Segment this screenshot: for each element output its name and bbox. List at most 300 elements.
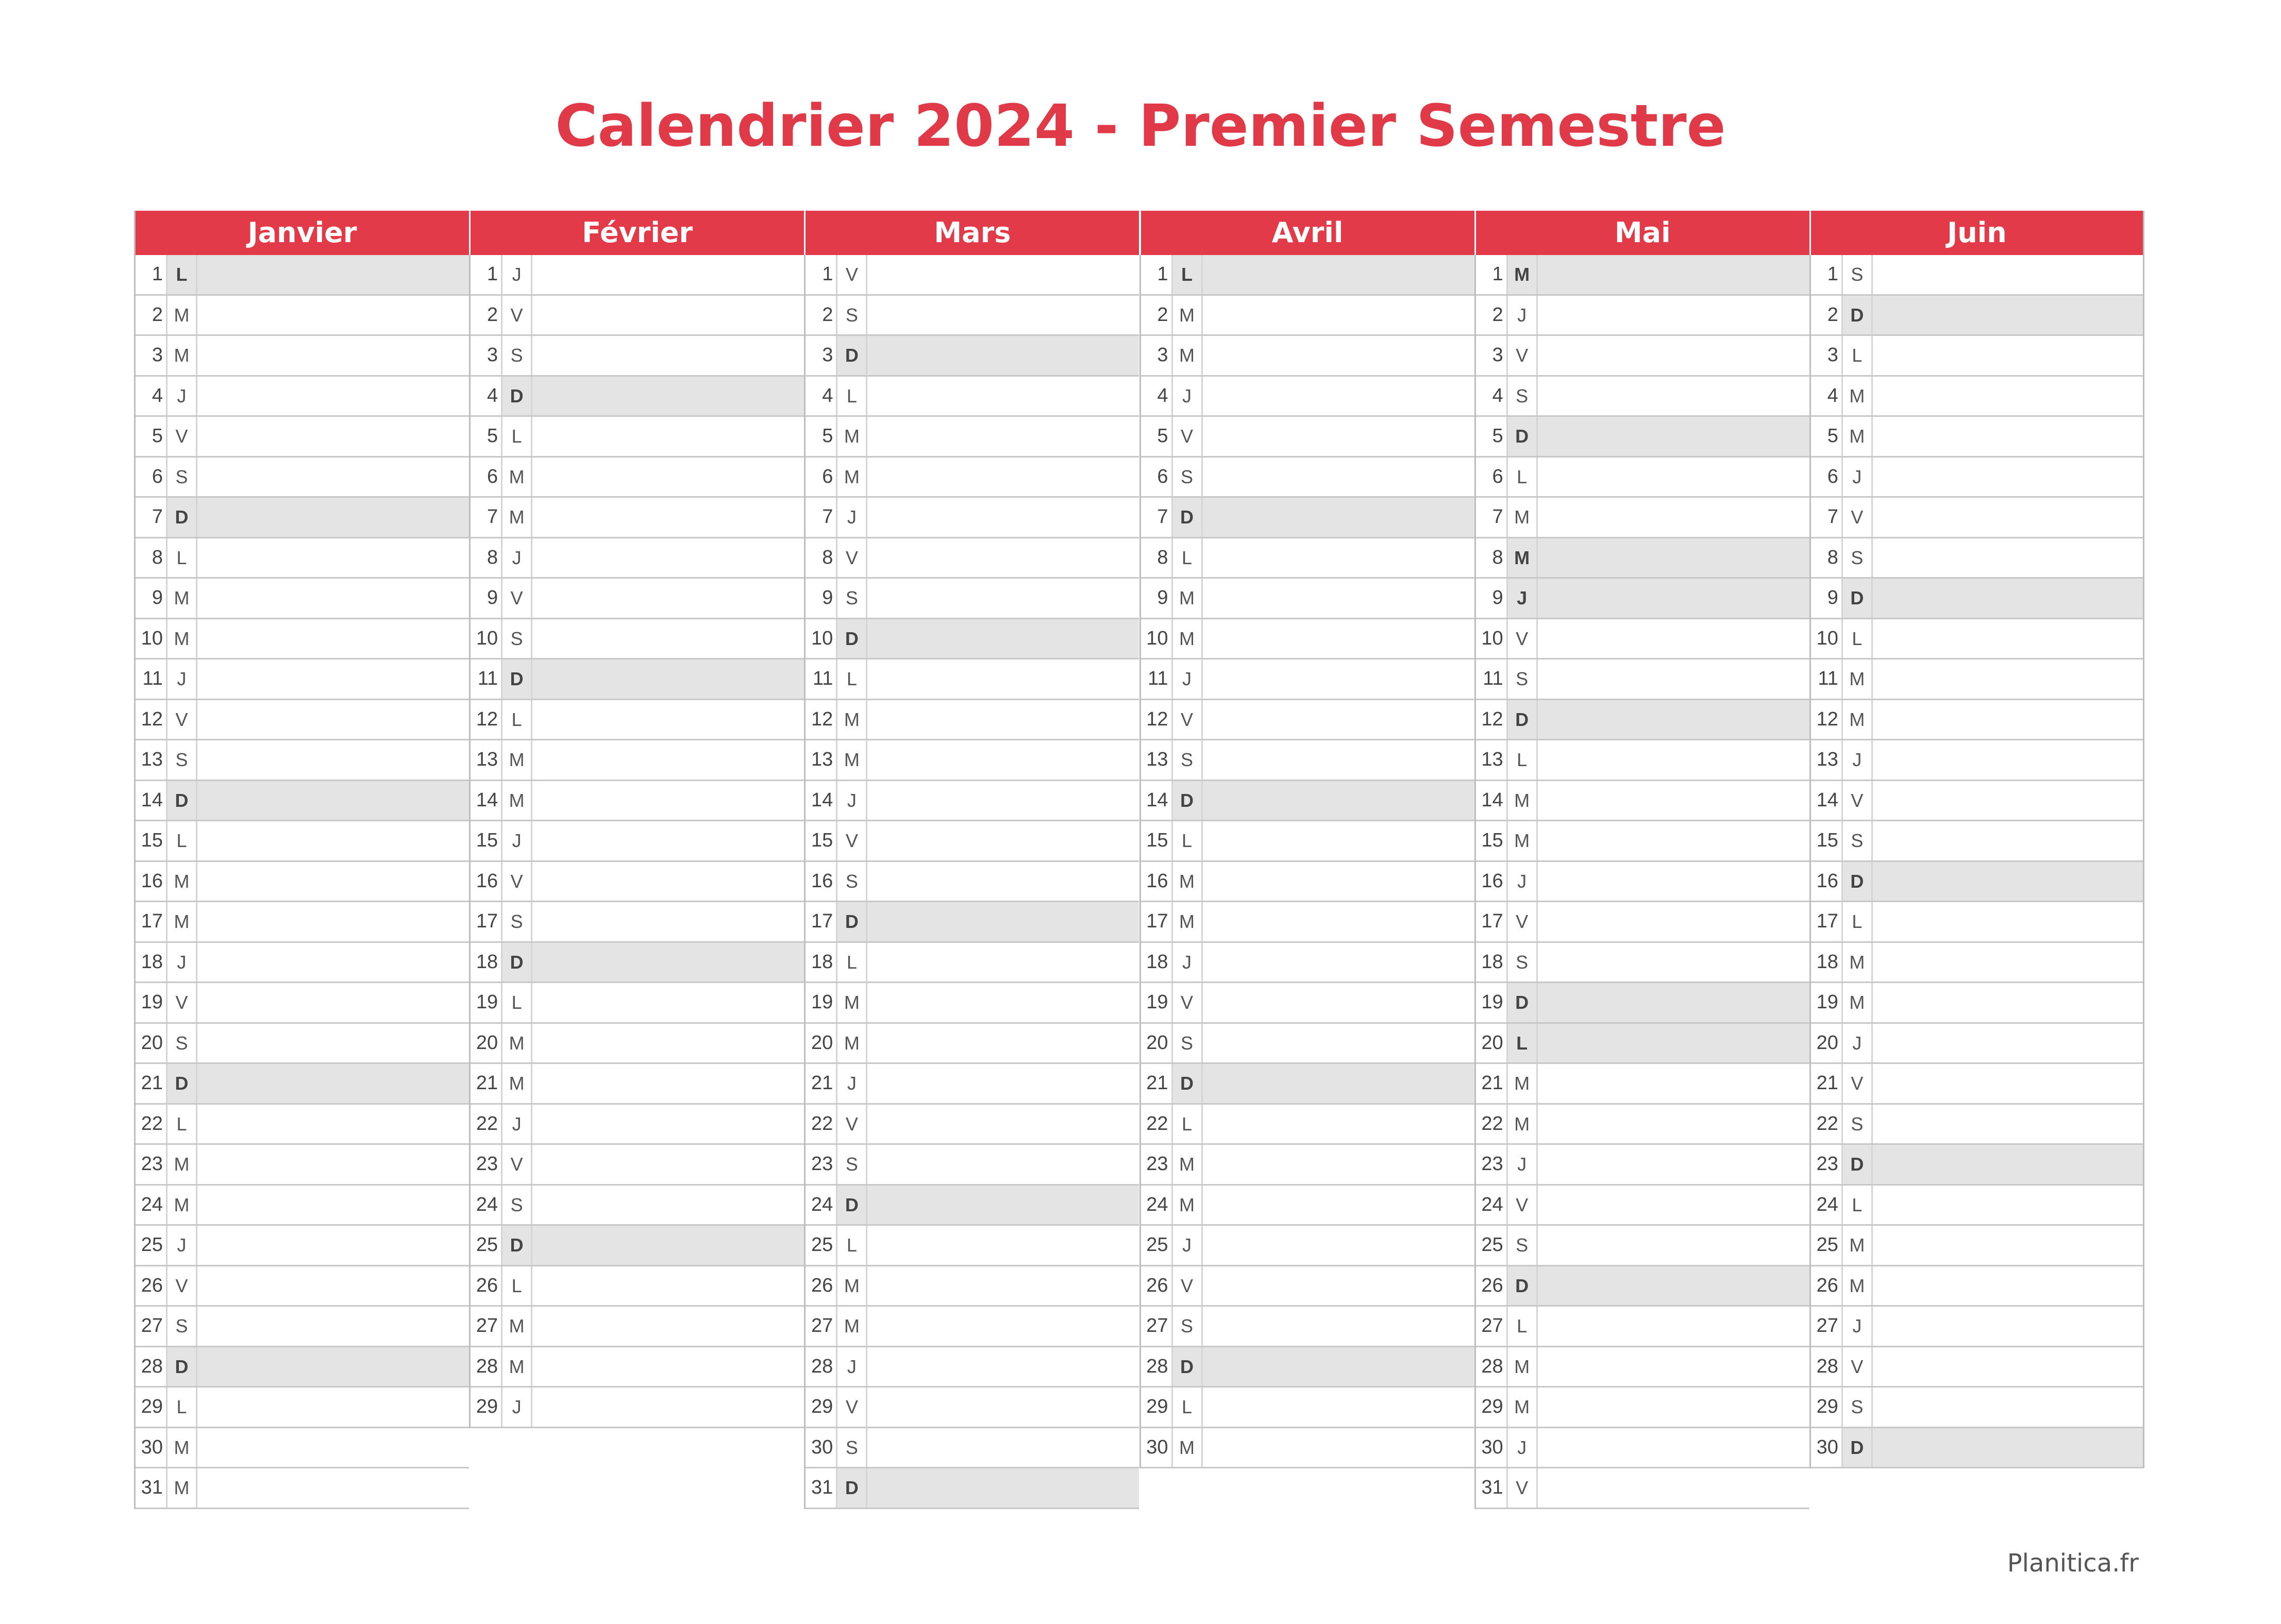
day-row[interactable] xyxy=(806,336,1139,377)
note-cell[interactable] xyxy=(1538,1105,1809,1144)
day-row[interactable] xyxy=(806,1307,1139,1347)
note-cell[interactable] xyxy=(1873,1388,2143,1427)
note-cell[interactable] xyxy=(867,1105,1139,1144)
day-row[interactable] xyxy=(471,983,804,1024)
note-cell[interactable] xyxy=(867,862,1139,901)
day-row[interactable] xyxy=(1476,1024,1809,1064)
note-cell[interactable] xyxy=(1538,821,1809,860)
day-row[interactable] xyxy=(806,296,1139,336)
day-row[interactable] xyxy=(1476,1428,1809,1469)
note-cell[interactable] xyxy=(867,740,1139,780)
day-row[interactable] xyxy=(136,1186,469,1226)
note-cell[interactable] xyxy=(197,498,469,537)
note-cell[interactable] xyxy=(532,902,804,941)
day-row[interactable] xyxy=(136,417,469,458)
note-cell[interactable] xyxy=(1873,700,2143,739)
note-cell[interactable] xyxy=(867,377,1139,416)
note-cell[interactable] xyxy=(867,1145,1139,1184)
day-row[interactable] xyxy=(1811,983,2143,1024)
day-row[interactable] xyxy=(1476,619,1809,660)
note-cell[interactable] xyxy=(1203,579,1474,618)
day-row[interactable] xyxy=(1811,943,2143,984)
note-cell[interactable] xyxy=(1203,498,1474,537)
day-row[interactable] xyxy=(806,1105,1139,1145)
day-row[interactable] xyxy=(1811,1347,2143,1388)
note-cell[interactable] xyxy=(1873,255,2143,294)
note-cell[interactable] xyxy=(1203,336,1474,375)
day-row[interactable] xyxy=(471,538,804,579)
day-row[interactable] xyxy=(1811,1145,2143,1186)
note-cell[interactable] xyxy=(1538,579,1809,618)
day-row[interactable] xyxy=(471,781,804,822)
day-row[interactable] xyxy=(806,983,1139,1024)
day-row[interactable] xyxy=(471,579,804,619)
day-row[interactable] xyxy=(1811,700,2143,741)
note-cell[interactable] xyxy=(1203,1064,1474,1103)
note-cell[interactable] xyxy=(197,862,469,901)
day-row[interactable] xyxy=(1141,296,1474,336)
day-row[interactable] xyxy=(136,1145,469,1186)
note-cell[interactable] xyxy=(1873,336,2143,375)
note-cell[interactable] xyxy=(867,821,1139,860)
day-row[interactable] xyxy=(1811,1266,2143,1307)
day-row[interactable] xyxy=(136,458,469,498)
note-cell[interactable] xyxy=(1538,943,1809,982)
note-cell[interactable] xyxy=(1203,1266,1474,1306)
day-row[interactable] xyxy=(136,296,469,336)
day-row[interactable] xyxy=(1811,255,2143,296)
note-cell[interactable] xyxy=(197,902,469,941)
day-row[interactable] xyxy=(1476,781,1809,822)
day-row[interactable] xyxy=(806,1266,1139,1307)
note-cell[interactable] xyxy=(1203,700,1474,739)
day-row[interactable] xyxy=(1141,700,1474,741)
day-row[interactable] xyxy=(136,781,469,822)
note-cell[interactable] xyxy=(197,1186,469,1225)
day-row[interactable] xyxy=(1476,377,1809,417)
day-row[interactable] xyxy=(471,498,804,538)
note-cell[interactable] xyxy=(1873,1064,2143,1103)
note-cell[interactable] xyxy=(197,1347,469,1386)
note-cell[interactable] xyxy=(1873,1105,2143,1144)
note-cell[interactable] xyxy=(1538,740,1809,780)
note-cell[interactable] xyxy=(867,781,1139,820)
day-row[interactable] xyxy=(136,538,469,579)
day-row[interactable] xyxy=(1141,498,1474,538)
day-row[interactable] xyxy=(136,255,469,296)
day-row[interactable] xyxy=(806,538,1139,579)
day-row[interactable] xyxy=(806,1186,1139,1226)
day-row[interactable] xyxy=(1141,862,1474,903)
day-row[interactable] xyxy=(806,902,1139,943)
day-row[interactable] xyxy=(806,1226,1139,1266)
day-row[interactable] xyxy=(1141,336,1474,377)
day-row[interactable] xyxy=(1811,1105,2143,1145)
note-cell[interactable] xyxy=(1873,983,2143,1022)
note-cell[interactable] xyxy=(197,1428,469,1467)
day-row[interactable] xyxy=(1811,498,2143,538)
note-cell[interactable] xyxy=(1538,1064,1809,1103)
note-cell[interactable] xyxy=(1203,1145,1474,1184)
note-cell[interactable] xyxy=(197,458,469,497)
day-row[interactable] xyxy=(806,740,1139,781)
day-row[interactable] xyxy=(1811,659,2143,700)
note-cell[interactable] xyxy=(197,336,469,375)
note-cell[interactable] xyxy=(1873,296,2143,335)
day-row[interactable] xyxy=(471,821,804,862)
day-row[interactable] xyxy=(1476,1468,1809,1509)
note-cell[interactable] xyxy=(197,821,469,860)
day-row[interactable] xyxy=(1476,1064,1809,1105)
day-row[interactable] xyxy=(806,943,1139,984)
note-cell[interactable] xyxy=(197,1468,469,1508)
note-cell[interactable] xyxy=(1538,1347,1809,1386)
note-cell[interactable] xyxy=(867,579,1139,618)
day-row[interactable] xyxy=(1476,821,1809,862)
day-row[interactable] xyxy=(1141,255,1474,296)
note-cell[interactable] xyxy=(1538,619,1809,658)
note-cell[interactable] xyxy=(867,1024,1139,1063)
note-cell[interactable] xyxy=(197,740,469,780)
day-row[interactable] xyxy=(136,862,469,903)
note-cell[interactable] xyxy=(197,255,469,294)
day-row[interactable] xyxy=(136,902,469,943)
note-cell[interactable] xyxy=(867,659,1139,699)
day-row[interactable] xyxy=(471,1024,804,1064)
day-row[interactable] xyxy=(136,619,469,660)
day-row[interactable] xyxy=(806,659,1139,700)
day-row[interactable] xyxy=(1141,943,1474,984)
day-row[interactable] xyxy=(471,659,804,700)
day-row[interactable] xyxy=(471,1105,804,1145)
day-row[interactable] xyxy=(806,862,1139,903)
day-row[interactable] xyxy=(1476,1307,1809,1347)
note-cell[interactable] xyxy=(867,902,1139,941)
note-cell[interactable] xyxy=(867,498,1139,537)
day-row[interactable] xyxy=(136,579,469,619)
note-cell[interactable] xyxy=(1538,255,1809,294)
note-cell[interactable] xyxy=(532,781,804,820)
day-row[interactable] xyxy=(136,1266,469,1307)
day-row[interactable] xyxy=(471,1266,804,1307)
note-cell[interactable] xyxy=(532,659,804,699)
day-row[interactable] xyxy=(806,377,1139,417)
day-row[interactable] xyxy=(806,255,1139,296)
day-row[interactable] xyxy=(136,377,469,417)
day-row[interactable] xyxy=(1811,1428,2143,1469)
day-row[interactable] xyxy=(1811,619,2143,660)
day-row[interactable] xyxy=(1476,458,1809,498)
day-row[interactable] xyxy=(1141,1428,1474,1469)
day-row[interactable] xyxy=(1141,1388,1474,1428)
day-row[interactable] xyxy=(1811,538,2143,579)
day-row[interactable] xyxy=(1476,579,1809,619)
day-row[interactable] xyxy=(136,1347,469,1388)
note-cell[interactable] xyxy=(532,821,804,860)
day-row[interactable] xyxy=(1476,740,1809,781)
note-cell[interactable] xyxy=(532,538,804,578)
note-cell[interactable] xyxy=(197,1388,469,1427)
note-cell[interactable] xyxy=(532,1226,804,1265)
note-cell[interactable] xyxy=(532,1105,804,1144)
note-cell[interactable] xyxy=(532,1388,804,1427)
note-cell[interactable] xyxy=(1538,417,1809,456)
day-row[interactable] xyxy=(806,821,1139,862)
day-row[interactable] xyxy=(136,1307,469,1347)
day-row[interactable] xyxy=(471,458,804,498)
day-row[interactable] xyxy=(471,700,804,741)
day-row[interactable] xyxy=(1141,1024,1474,1064)
day-row[interactable] xyxy=(1141,538,1474,579)
day-row[interactable] xyxy=(1141,1105,1474,1145)
day-row[interactable] xyxy=(1476,296,1809,336)
note-cell[interactable] xyxy=(867,983,1139,1022)
note-cell[interactable] xyxy=(867,1064,1139,1103)
note-cell[interactable] xyxy=(197,538,469,578)
note-cell[interactable] xyxy=(1538,1388,1809,1427)
note-cell[interactable] xyxy=(532,417,804,456)
day-row[interactable] xyxy=(1476,983,1809,1024)
day-row[interactable] xyxy=(471,1226,804,1266)
note-cell[interactable] xyxy=(1203,659,1474,699)
note-cell[interactable] xyxy=(1538,538,1809,578)
note-cell[interactable] xyxy=(197,983,469,1022)
note-cell[interactable] xyxy=(1203,1347,1474,1386)
day-row[interactable] xyxy=(136,336,469,377)
day-row[interactable] xyxy=(1141,659,1474,700)
day-row[interactable] xyxy=(471,619,804,660)
note-cell[interactable] xyxy=(197,1105,469,1144)
note-cell[interactable] xyxy=(532,943,804,982)
day-row[interactable] xyxy=(136,1468,469,1509)
note-cell[interactable] xyxy=(1203,1388,1474,1427)
note-cell[interactable] xyxy=(1873,1186,2143,1225)
day-row[interactable] xyxy=(136,740,469,781)
day-row[interactable] xyxy=(1476,498,1809,538)
note-cell[interactable] xyxy=(867,538,1139,578)
note-cell[interactable] xyxy=(867,1468,1139,1508)
day-row[interactable] xyxy=(1141,579,1474,619)
day-row[interactable] xyxy=(471,296,804,336)
note-cell[interactable] xyxy=(532,498,804,537)
note-cell[interactable] xyxy=(1538,659,1809,699)
note-cell[interactable] xyxy=(1538,1428,1809,1467)
note-cell[interactable] xyxy=(532,862,804,901)
note-cell[interactable] xyxy=(867,1428,1139,1467)
day-row[interactable] xyxy=(806,700,1139,741)
day-row[interactable] xyxy=(806,1145,1139,1186)
day-row[interactable] xyxy=(1476,1105,1809,1145)
day-row[interactable] xyxy=(136,943,469,984)
note-cell[interactable] xyxy=(1538,983,1809,1022)
note-cell[interactable] xyxy=(1873,862,2143,901)
note-cell[interactable] xyxy=(1538,296,1809,335)
note-cell[interactable] xyxy=(197,1024,469,1063)
day-row[interactable] xyxy=(471,740,804,781)
note-cell[interactable] xyxy=(197,1145,469,1184)
day-row[interactable] xyxy=(1811,1024,2143,1064)
day-row[interactable] xyxy=(136,821,469,862)
day-row[interactable] xyxy=(1476,1186,1809,1226)
note-cell[interactable] xyxy=(532,1145,804,1184)
note-cell[interactable] xyxy=(1873,902,2143,941)
day-row[interactable] xyxy=(1141,821,1474,862)
day-row[interactable] xyxy=(1811,336,2143,377)
note-cell[interactable] xyxy=(1203,1186,1474,1225)
note-cell[interactable] xyxy=(867,1186,1139,1225)
note-cell[interactable] xyxy=(1203,902,1474,941)
day-row[interactable] xyxy=(471,1145,804,1186)
note-cell[interactable] xyxy=(867,700,1139,739)
day-row[interactable] xyxy=(1141,1145,1474,1186)
note-cell[interactable] xyxy=(1873,579,2143,618)
day-row[interactable] xyxy=(136,983,469,1024)
day-row[interactable] xyxy=(1476,1226,1809,1266)
note-cell[interactable] xyxy=(532,579,804,618)
note-cell[interactable] xyxy=(1873,781,2143,820)
day-row[interactable] xyxy=(1811,781,2143,822)
note-cell[interactable] xyxy=(532,1266,804,1306)
day-row[interactable] xyxy=(136,1428,469,1469)
note-cell[interactable] xyxy=(197,781,469,820)
note-cell[interactable] xyxy=(532,1064,804,1103)
day-row[interactable] xyxy=(1141,1307,1474,1347)
day-row[interactable] xyxy=(1476,700,1809,741)
note-cell[interactable] xyxy=(197,619,469,658)
day-row[interactable] xyxy=(806,1064,1139,1105)
note-cell[interactable] xyxy=(197,700,469,739)
day-row[interactable] xyxy=(1811,862,2143,903)
note-cell[interactable] xyxy=(1203,417,1474,456)
day-row[interactable] xyxy=(1811,579,2143,619)
day-row[interactable] xyxy=(1476,336,1809,377)
day-row[interactable] xyxy=(136,1105,469,1145)
day-row[interactable] xyxy=(1811,902,2143,943)
note-cell[interactable] xyxy=(867,458,1139,497)
note-cell[interactable] xyxy=(1538,1266,1809,1306)
note-cell[interactable] xyxy=(867,619,1139,658)
note-cell[interactable] xyxy=(1873,498,2143,537)
note-cell[interactable] xyxy=(197,1064,469,1103)
note-cell[interactable] xyxy=(1203,781,1474,820)
day-row[interactable] xyxy=(1141,781,1474,822)
day-row[interactable] xyxy=(1811,296,2143,336)
note-cell[interactable] xyxy=(532,255,804,294)
note-cell[interactable] xyxy=(1873,1347,2143,1386)
note-cell[interactable] xyxy=(1538,1145,1809,1184)
note-cell[interactable] xyxy=(1203,1226,1474,1265)
day-row[interactable] xyxy=(136,1064,469,1105)
note-cell[interactable] xyxy=(1873,1226,2143,1265)
note-cell[interactable] xyxy=(532,1024,804,1063)
day-row[interactable] xyxy=(1141,1064,1474,1105)
note-cell[interactable] xyxy=(867,1266,1139,1306)
note-cell[interactable] xyxy=(1538,902,1809,941)
day-row[interactable] xyxy=(806,781,1139,822)
note-cell[interactable] xyxy=(1538,336,1809,375)
day-row[interactable] xyxy=(471,943,804,984)
day-row[interactable] xyxy=(1141,1266,1474,1307)
day-row[interactable] xyxy=(471,1064,804,1105)
day-row[interactable] xyxy=(471,1347,804,1388)
note-cell[interactable] xyxy=(1873,1307,2143,1346)
day-row[interactable] xyxy=(471,862,804,903)
note-cell[interactable] xyxy=(1873,821,2143,860)
note-cell[interactable] xyxy=(1203,1428,1474,1467)
note-cell[interactable] xyxy=(197,1226,469,1265)
note-cell[interactable] xyxy=(1873,417,2143,456)
note-cell[interactable] xyxy=(197,296,469,335)
note-cell[interactable] xyxy=(867,1226,1139,1265)
day-row[interactable] xyxy=(1141,417,1474,458)
day-row[interactable] xyxy=(136,1388,469,1428)
note-cell[interactable] xyxy=(1873,1024,2143,1063)
note-cell[interactable] xyxy=(1873,943,2143,982)
note-cell[interactable] xyxy=(532,377,804,416)
note-cell[interactable] xyxy=(197,943,469,982)
note-cell[interactable] xyxy=(1538,458,1809,497)
note-cell[interactable] xyxy=(532,458,804,497)
note-cell[interactable] xyxy=(532,619,804,658)
day-row[interactable] xyxy=(806,417,1139,458)
note-cell[interactable] xyxy=(532,983,804,1022)
note-cell[interactable] xyxy=(1873,619,2143,658)
note-cell[interactable] xyxy=(1873,538,2143,578)
note-cell[interactable] xyxy=(1203,458,1474,497)
day-row[interactable] xyxy=(806,579,1139,619)
note-cell[interactable] xyxy=(1873,458,2143,497)
day-row[interactable] xyxy=(1476,538,1809,579)
note-cell[interactable] xyxy=(1538,862,1809,901)
day-row[interactable] xyxy=(1141,458,1474,498)
note-cell[interactable] xyxy=(1538,498,1809,537)
note-cell[interactable] xyxy=(197,1266,469,1306)
note-cell[interactable] xyxy=(1538,781,1809,820)
day-row[interactable] xyxy=(1141,1347,1474,1388)
note-cell[interactable] xyxy=(1538,1226,1809,1265)
note-cell[interactable] xyxy=(867,417,1139,456)
note-cell[interactable] xyxy=(867,336,1139,375)
note-cell[interactable] xyxy=(197,579,469,618)
day-row[interactable] xyxy=(471,377,804,417)
note-cell[interactable] xyxy=(1873,377,2143,416)
note-cell[interactable] xyxy=(1538,1468,1809,1508)
note-cell[interactable] xyxy=(1203,255,1474,294)
day-row[interactable] xyxy=(1476,255,1809,296)
day-row[interactable] xyxy=(1811,417,2143,458)
day-row[interactable] xyxy=(1141,983,1474,1024)
day-row[interactable] xyxy=(1811,1186,2143,1226)
day-row[interactable] xyxy=(1476,943,1809,984)
note-cell[interactable] xyxy=(197,659,469,699)
note-cell[interactable] xyxy=(532,336,804,375)
note-cell[interactable] xyxy=(1538,377,1809,416)
note-cell[interactable] xyxy=(1203,1105,1474,1144)
note-cell[interactable] xyxy=(867,943,1139,982)
day-row[interactable] xyxy=(1811,377,2143,417)
note-cell[interactable] xyxy=(1203,740,1474,780)
day-row[interactable] xyxy=(1141,1186,1474,1226)
note-cell[interactable] xyxy=(197,417,469,456)
day-row[interactable] xyxy=(1476,902,1809,943)
note-cell[interactable] xyxy=(1873,1428,2143,1467)
note-cell[interactable] xyxy=(1873,659,2143,699)
note-cell[interactable] xyxy=(532,1347,804,1386)
note-cell[interactable] xyxy=(1203,377,1474,416)
note-cell[interactable] xyxy=(1873,1145,2143,1184)
note-cell[interactable] xyxy=(1203,862,1474,901)
note-cell[interactable] xyxy=(1203,1024,1474,1063)
